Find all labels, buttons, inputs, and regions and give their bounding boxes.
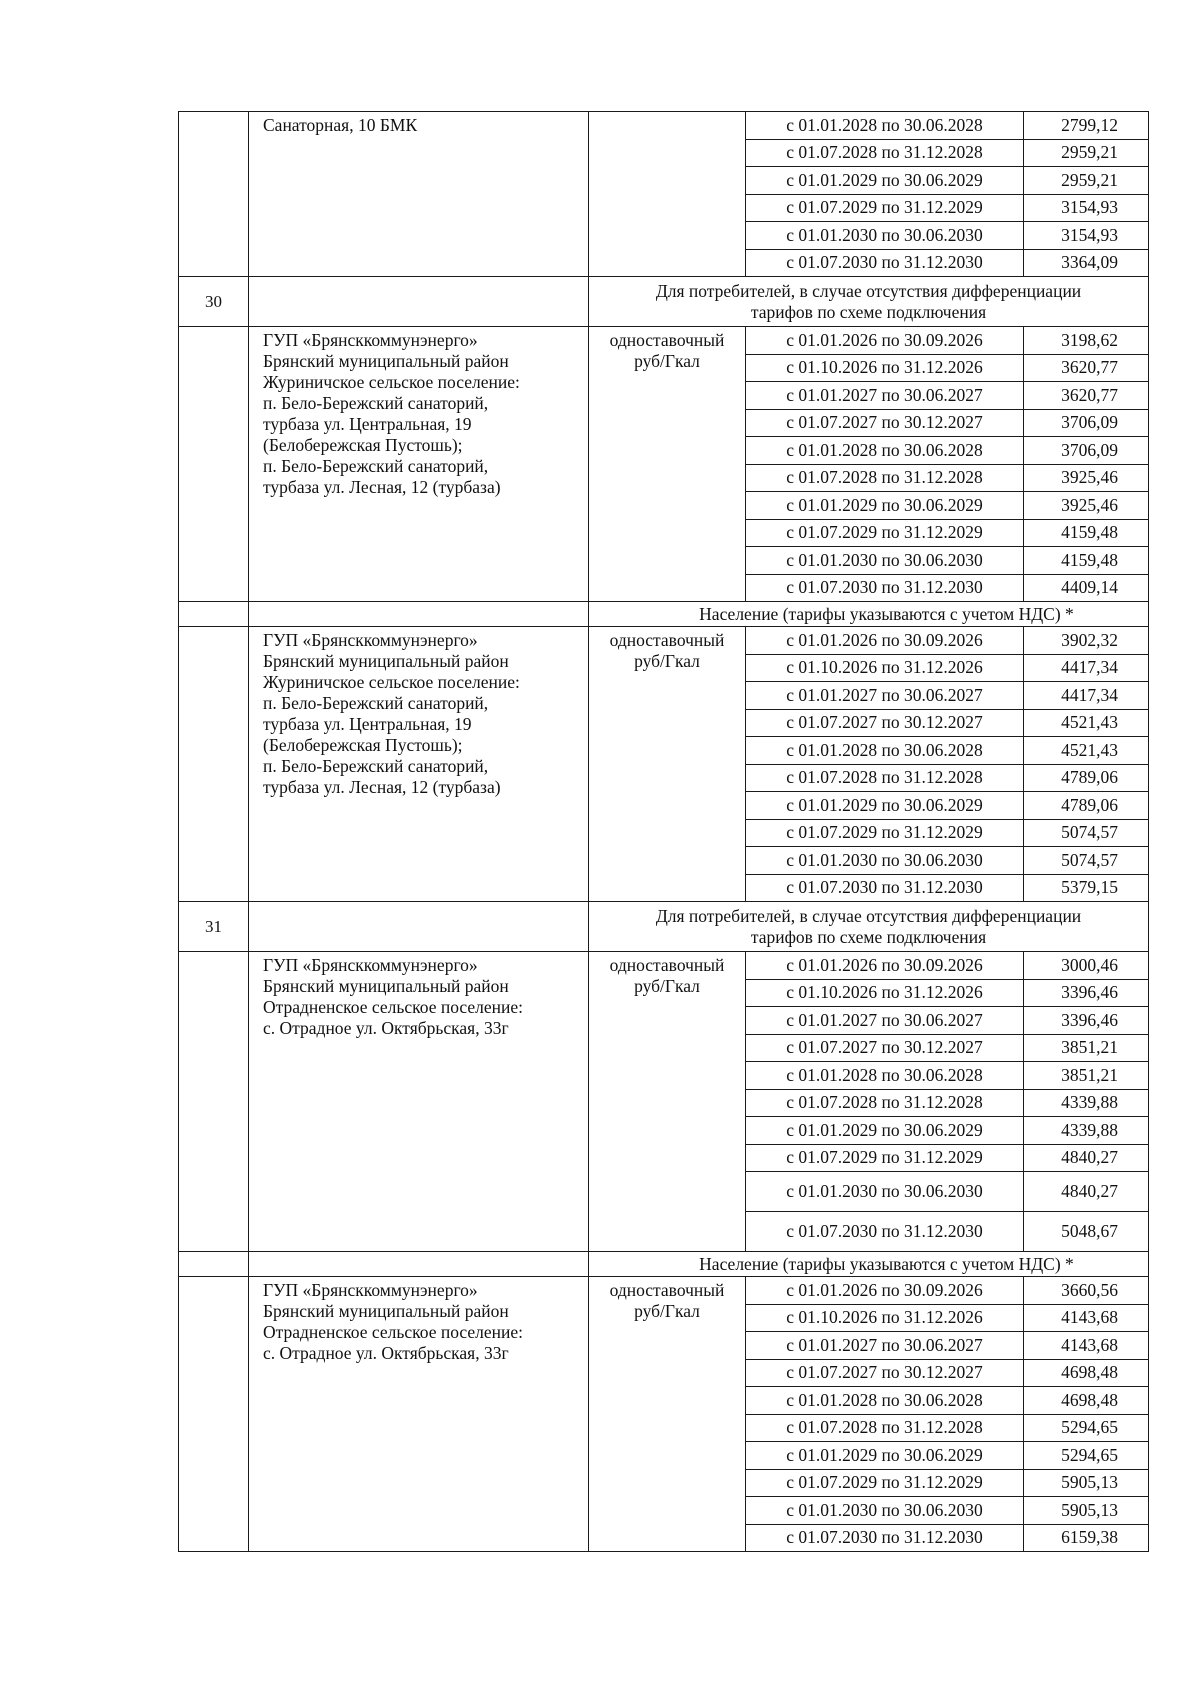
period-cell: с 01.07.2029 по 31.12.2029 [746, 819, 1024, 847]
org-line: с. Отрадное ул. Октябрьская, 33г [263, 1343, 509, 1363]
empty-cell [249, 902, 589, 952]
value-cell: 3851,21 [1024, 1034, 1149, 1062]
period-cell: с 01.07.2028 по 31.12.2028 [746, 764, 1024, 792]
rate-line: руб/Гкал [634, 976, 700, 996]
org-line: турбаза ул. Центральная, 19 [263, 414, 472, 434]
org-line: Журиничское сельское поселение: [263, 372, 520, 392]
org-line: ГУП «Брянсккоммунэнерго» [263, 630, 478, 650]
period-cell: с 01.01.2028 по 30.06.2028 [746, 437, 1024, 465]
value-cell: 4417,34 [1024, 682, 1149, 710]
value-cell: 2959,21 [1024, 139, 1149, 167]
section-header-line: тарифов по схеме подключения [750, 302, 987, 322]
org-line: п. Бело-Бережский санаторий, [263, 456, 489, 476]
org-line: ГУП «Брянсккоммунэнерго» [263, 955, 478, 975]
org-line: Брянский муниципальный район [263, 351, 509, 371]
period-cell: с 01.07.2030 по 31.12.2030 [746, 874, 1024, 902]
period-cell: с 01.01.2026 по 30.09.2026 [746, 952, 1024, 980]
org-line: п. Бело-Бережский санаторий, [263, 693, 489, 713]
period-cell: с 01.07.2030 по 31.12.2030 [746, 1212, 1024, 1252]
value-cell: 3925,46 [1024, 492, 1149, 520]
value-cell: 4417,34 [1024, 654, 1149, 682]
period-cell: с 01.01.2029 по 30.06.2029 [746, 1117, 1024, 1145]
value-cell: 4840,27 [1024, 1172, 1149, 1212]
value-cell: 4159,48 [1024, 519, 1149, 547]
value-cell: 5379,15 [1024, 874, 1149, 902]
period-cell: с 01.07.2027 по 30.12.2027 [746, 1034, 1024, 1062]
org-line: п. Бело-Бережский санаторий, [263, 393, 489, 413]
number-cell [179, 1277, 249, 1552]
value-cell: 3706,09 [1024, 437, 1149, 465]
section-header-line: Для потребителей, в случае отсутствия дифференциации [655, 281, 1082, 301]
period-cell: с 01.01.2027 по 30.06.2027 [746, 682, 1024, 710]
rate-line: руб/Гкал [634, 351, 700, 371]
period-cell: с 01.01.2028 по 30.06.2028 [746, 1387, 1024, 1415]
value-cell: 5074,57 [1024, 847, 1149, 875]
rate-line: руб/Гкал [634, 1301, 700, 1321]
population-header: Население (тарифы указываются с учетом НДС) * [589, 602, 1149, 627]
rate-cell [589, 1277, 746, 1552]
period-cell: с 01.07.2028 по 31.12.2028 [746, 464, 1024, 492]
period-cell: с 01.01.2030 по 30.06.2030 [746, 547, 1024, 575]
period-cell: с 01.07.2030 по 31.12.2030 [746, 574, 1024, 602]
period-cell: с 01.07.2029 по 31.12.2029 [746, 1469, 1024, 1497]
table-row [179, 952, 1149, 980]
org-line: п. Бело-Бережский санаторий, [263, 756, 489, 776]
population-header-row [179, 602, 1149, 627]
org-cell [249, 627, 589, 902]
rate-line: одноставочный [609, 330, 725, 350]
period-cell: с 01.01.2029 по 30.06.2029 [746, 792, 1024, 820]
org-cell [249, 1277, 589, 1552]
value-cell: 4789,06 [1024, 764, 1149, 792]
value-cell: 3660,56 [1024, 1277, 1149, 1305]
section-header-line: Для потребителей, в случае отсутствия дифференциации [655, 906, 1082, 926]
period-cell: с 01.07.2028 по 31.12.2028 [746, 139, 1024, 167]
value-cell: 3902,32 [1024, 627, 1149, 655]
rate-line: одноставочный [609, 630, 725, 650]
value-cell: 5048,67 [1024, 1212, 1149, 1252]
value-cell: 4521,43 [1024, 709, 1149, 737]
period-cell: с 01.07.2029 по 31.12.2029 [746, 194, 1024, 222]
section-header-line: тарифов по схеме подключения [750, 927, 987, 947]
org-line: Журиничское сельское поселение: [263, 672, 520, 692]
empty-cell [249, 277, 589, 327]
value-cell: 5905,13 [1024, 1497, 1149, 1525]
section-number: 31 [179, 902, 249, 952]
org-line: турбаза ул. Центральная, 19 [263, 714, 472, 734]
rate-line: одноставочный [609, 955, 725, 975]
value-cell: 5905,13 [1024, 1469, 1149, 1497]
tariff-table [178, 111, 1149, 1552]
value-cell: 4698,48 [1024, 1359, 1149, 1387]
period-cell: с 01.07.2028 по 31.12.2028 [746, 1089, 1024, 1117]
org-line: турбаза ул. Лесная, 12 (турбаза) [263, 477, 501, 497]
value-cell: 4521,43 [1024, 737, 1149, 765]
rate-line: руб/Гкал [634, 651, 700, 671]
table-row [179, 1277, 1149, 1305]
value-cell: 4339,88 [1024, 1117, 1149, 1145]
value-cell: 5074,57 [1024, 819, 1149, 847]
period-cell: с 01.01.2027 по 30.06.2027 [746, 1007, 1024, 1035]
value-cell: 3706,09 [1024, 409, 1149, 437]
rate-cell [589, 952, 746, 1252]
value-cell: 4143,68 [1024, 1304, 1149, 1332]
section-number: 30 [179, 277, 249, 327]
table-row [179, 327, 1149, 355]
value-cell: 3620,77 [1024, 382, 1149, 410]
empty-cell [179, 602, 249, 627]
period-cell: с 01.01.2030 по 30.06.2030 [746, 847, 1024, 875]
section-header-row [179, 277, 1149, 327]
org-line: с. Отрадное ул. Октябрьская, 33г [263, 1018, 509, 1038]
period-cell: с 01.10.2026 по 31.12.2026 [746, 1304, 1024, 1332]
table-row [179, 627, 1149, 655]
org-line: (Белобережская Пустошь); [263, 735, 463, 755]
period-cell: с 01.01.2027 по 30.06.2027 [746, 1332, 1024, 1360]
number-cell [179, 627, 249, 902]
empty-cell [249, 602, 589, 627]
value-cell: 4339,88 [1024, 1089, 1149, 1117]
org-cell [249, 327, 589, 602]
section-header-row [179, 902, 1149, 952]
number-cell [179, 952, 249, 1252]
value-cell: 4840,27 [1024, 1144, 1149, 1172]
number-cell [179, 112, 249, 277]
rate-cell [589, 112, 746, 277]
org-line: ГУП «Брянсккоммунэнерго» [263, 330, 478, 350]
period-cell: с 01.07.2030 по 31.12.2030 [746, 249, 1024, 277]
period-cell: с 01.07.2029 по 31.12.2029 [746, 1144, 1024, 1172]
value-cell: 4409,14 [1024, 574, 1149, 602]
value-cell: 5294,65 [1024, 1414, 1149, 1442]
rate-line: одноставочный [609, 1280, 725, 1300]
period-cell: с 01.01.2030 по 30.06.2030 [746, 1172, 1024, 1212]
rate-cell [589, 627, 746, 902]
org-line: Брянский муниципальный район [263, 1301, 509, 1321]
empty-cell [249, 1252, 589, 1277]
value-cell: 3364,09 [1024, 249, 1149, 277]
value-cell: 2799,12 [1024, 112, 1149, 140]
period-cell: с 01.01.2026 по 30.09.2026 [746, 327, 1024, 355]
period-cell: с 01.07.2027 по 30.12.2027 [746, 709, 1024, 737]
value-cell: 5294,65 [1024, 1442, 1149, 1470]
value-cell: 6159,38 [1024, 1524, 1149, 1552]
value-cell: 3154,93 [1024, 194, 1149, 222]
tariff-table-body [179, 112, 1149, 1552]
period-cell: с 01.01.2028 по 30.06.2028 [746, 112, 1024, 140]
org-line: ГУП «Брянсккоммунэнерго» [263, 1280, 478, 1300]
period-cell: с 01.07.2028 по 31.12.2028 [746, 1414, 1024, 1442]
population-header: Население (тарифы указываются с учетом НДС) * [589, 1252, 1149, 1277]
number-cell [179, 327, 249, 602]
value-cell: 3925,46 [1024, 464, 1149, 492]
period-cell: с 01.01.2027 по 30.06.2027 [746, 382, 1024, 410]
period-cell: с 01.07.2029 по 31.12.2029 [746, 519, 1024, 547]
period-cell: с 01.10.2026 по 31.12.2026 [746, 354, 1024, 382]
period-cell: с 01.01.2029 по 30.06.2029 [746, 1442, 1024, 1470]
value-cell: 3154,93 [1024, 222, 1149, 250]
value-cell: 4698,48 [1024, 1387, 1149, 1415]
org-cell [249, 112, 589, 277]
org-line: Брянский муниципальный район [263, 651, 509, 671]
value-cell: 2959,21 [1024, 167, 1149, 195]
section-header [589, 902, 1149, 952]
value-cell: 3851,21 [1024, 1062, 1149, 1090]
value-cell: 3000,46 [1024, 952, 1149, 980]
org-line: Отрадненское сельское поселение: [263, 1322, 524, 1342]
org-line: Санаторная, 10 БМК [263, 115, 418, 135]
value-cell: 4143,68 [1024, 1332, 1149, 1360]
org-cell [249, 952, 589, 1252]
value-cell: 4789,06 [1024, 792, 1149, 820]
section-header [589, 277, 1149, 327]
period-cell: с 01.01.2028 по 30.06.2028 [746, 737, 1024, 765]
org-line: (Белобережская Пустошь); [263, 435, 463, 455]
population-header-row [179, 1252, 1149, 1277]
period-cell: с 01.01.2026 по 30.09.2026 [746, 627, 1024, 655]
period-cell: с 01.07.2027 по 30.12.2027 [746, 1359, 1024, 1387]
org-line: турбаза ул. Лесная, 12 (турбаза) [263, 777, 501, 797]
period-cell: с 01.07.2027 по 30.12.2027 [746, 409, 1024, 437]
empty-cell [179, 1252, 249, 1277]
value-cell: 3396,46 [1024, 1007, 1149, 1035]
value-cell: 4159,48 [1024, 547, 1149, 575]
period-cell: с 01.07.2030 по 31.12.2030 [746, 1524, 1024, 1552]
period-cell: с 01.01.2028 по 30.06.2028 [746, 1062, 1024, 1090]
rate-cell [589, 327, 746, 602]
table-row [179, 112, 1149, 140]
period-cell: с 01.01.2030 по 30.06.2030 [746, 222, 1024, 250]
value-cell: 3396,46 [1024, 979, 1149, 1007]
org-line: Отрадненское сельское поселение: [263, 997, 524, 1017]
period-cell: с 01.01.2026 по 30.09.2026 [746, 1277, 1024, 1305]
org-line: Брянский муниципальный район [263, 976, 509, 996]
period-cell: с 01.10.2026 по 31.12.2026 [746, 654, 1024, 682]
period-cell: с 01.01.2029 по 30.06.2029 [746, 492, 1024, 520]
value-cell: 3198,62 [1024, 327, 1149, 355]
value-cell: 3620,77 [1024, 354, 1149, 382]
period-cell: с 01.10.2026 по 31.12.2026 [746, 979, 1024, 1007]
period-cell: с 01.01.2030 по 30.06.2030 [746, 1497, 1024, 1525]
period-cell: с 01.01.2029 по 30.06.2029 [746, 167, 1024, 195]
